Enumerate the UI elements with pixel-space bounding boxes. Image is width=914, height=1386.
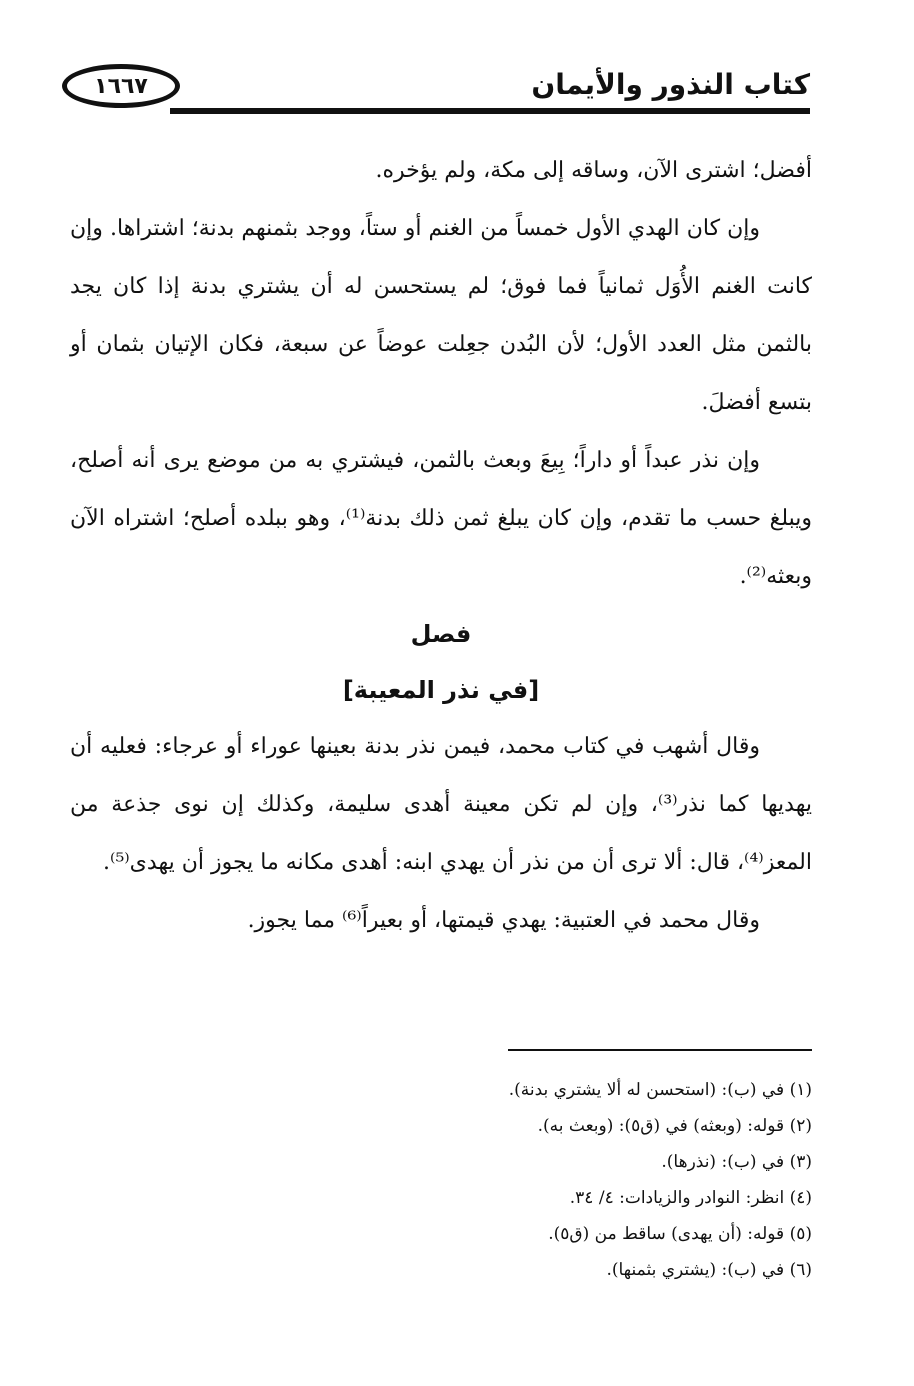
footnote: (٣) في (ب): (نذرها). xyxy=(661,1152,812,1172)
footnote: (٦) في (ب): (يشتري بثمنها). xyxy=(606,1260,812,1280)
paragraph: وإن نذر عبداً أو داراً؛ بِيعَ وبعث بالثمن، فيشتري به من موضع يرى أنه أصلح، ويبلغ حسب ما تقدم، وإن كان يبلغ ثمن ذلك بدنة⁽¹⁾، وهو ببلده أصلح؛ اشتراه الآن وبعثه⁽²⁾. xyxy=(70,448,812,589)
footnotes xyxy=(392,1072,812,1288)
page-number: ١٦٦٧ xyxy=(94,73,148,99)
paragraph: وقال أشهب في كتاب محمد، فيمن نذر بدنة بعينها عوراء أو عرجاء: فعليه أن يهديها كما نذر⁽³⁾، وإن لم تكن معينة أهدى سليمة، وكذلك إن نوى جذعة من المعز⁽⁴⁾، قال: ألا ترى أن من نذر أن يهدي ابنه: أهدى مكانه ما يجوز أن يهدى⁽⁵⁾. xyxy=(70,734,812,875)
footnote: (٤) انظر: النوادر والزيادات: ٤/ ٣٤. xyxy=(569,1188,812,1208)
section-subheading: [في نذر المعيبة] xyxy=(342,676,540,704)
footnote: (١) في (ب): (استحسن له ألا يشتري بدنة). xyxy=(508,1080,812,1100)
footnote: (٥) قوله: (أن يهدى) ساقط من (ق٥). xyxy=(548,1224,812,1244)
page-number-badge xyxy=(62,64,180,108)
paragraph: وقال محمد في العتبية: يهدي قيمتها، أو بعيراً⁽⁶⁾ مما يجوز. xyxy=(247,908,760,933)
book-title: كتاب النذور والأيمان xyxy=(531,68,810,101)
page-header xyxy=(62,62,810,124)
paragraph: وإن كان الهدي الأول خمساً من الغنم أو ستاً، ووجد بثمنهم بدنة؛ اشتراها. وإن كانت الغنم الأُوَل ثمانياً فما فوق؛ لم يستحسن له أن يشتري بدنة إذا كان يجد بالثمن مثل العدد الأول؛ لأن البُدن جعِلت عوضاً عن سبعة، فكان الإتيان بثمان أو بتسع أفضلَ. xyxy=(70,216,812,415)
footnote-separator xyxy=(508,1049,812,1051)
paragraph: أفضل؛ اشترى الآن، وساقه إلى مكة، ولم يؤخره. xyxy=(375,158,812,183)
header-rule xyxy=(170,108,810,114)
page-body xyxy=(70,142,812,950)
footnote: (٢) قوله: (وبعثه) في (ق٥): (وبعث به). xyxy=(537,1116,812,1136)
section-heading: فصل xyxy=(410,620,472,648)
